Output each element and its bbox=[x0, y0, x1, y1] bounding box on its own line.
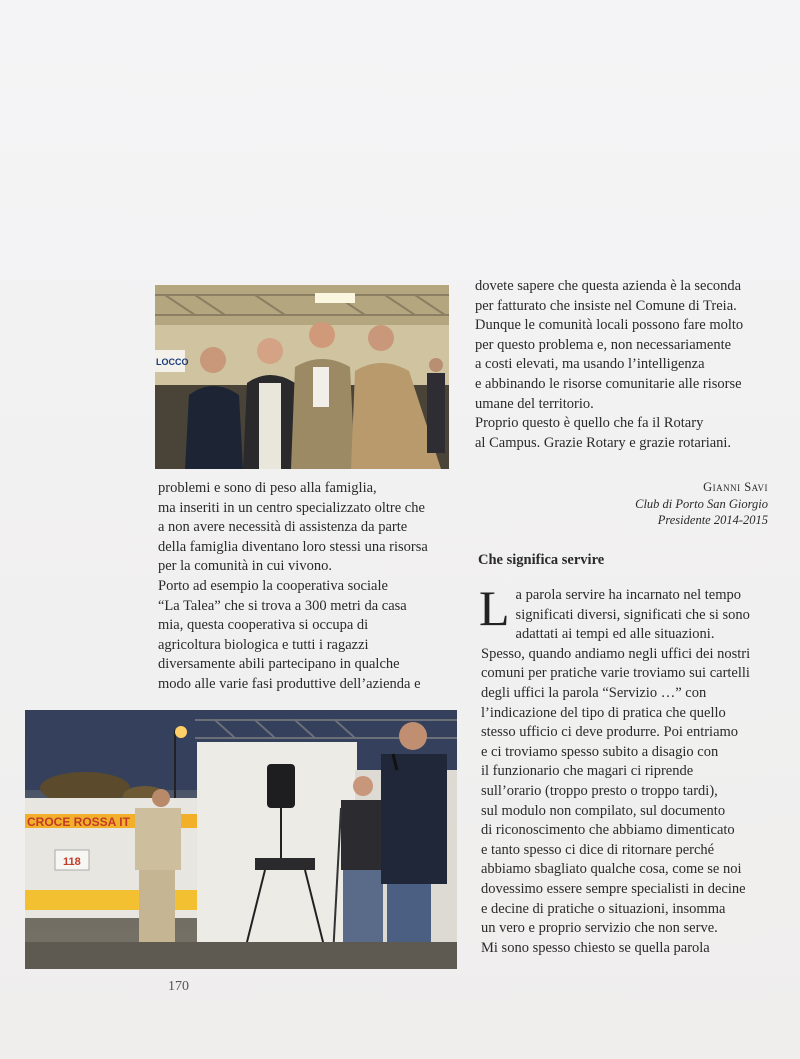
photo-group-of-men bbox=[155, 285, 449, 469]
text-line: ma inseriti in un centro specializzato oltre che bbox=[158, 499, 425, 516]
photo2-badge-text: 118 bbox=[63, 856, 81, 868]
text-line: per la comunità in cui vivono. bbox=[158, 558, 332, 575]
signature-name: Gianni Savi bbox=[703, 480, 768, 495]
photo2-van-text: CROCE ROSSA IT bbox=[27, 815, 130, 829]
text-line: comuni per pratiche varie troviamo sui cartelli bbox=[481, 665, 750, 682]
text-line: problemi e sono di peso alla famiglia, bbox=[158, 480, 377, 496]
text-line: sull’orario (troppo presto o troppo tardi), bbox=[481, 782, 718, 799]
signature-role: Presidente 2014-2015 bbox=[657, 513, 768, 528]
text-line: e ci troviamo spesso subito a disagio con bbox=[481, 743, 719, 760]
drop-cap: L bbox=[479, 580, 510, 636]
text-line: di riconoscimento che abbiamo dimenticato bbox=[481, 822, 735, 839]
text-line: l’indicazione del tipo di pratica che quello bbox=[481, 704, 726, 721]
text-line: a non avere necessità di assistenza da parte bbox=[158, 519, 408, 536]
section-body bbox=[479, 580, 781, 958]
text-line: mia, questa cooperativa si occupa di bbox=[158, 617, 369, 634]
text-line: e tanto spesso ci dice di ritornare perché bbox=[481, 841, 715, 858]
text-line: Proprio questo è quello che fa il Rotary bbox=[475, 415, 704, 432]
photo-stage-event bbox=[25, 710, 457, 969]
text-line: Dunque le comunità locali possono fare molto bbox=[475, 317, 744, 334]
text-line: e decine di pratiche o situazioni, insomma bbox=[481, 900, 726, 917]
signature-block bbox=[475, 479, 768, 529]
text-line: Porto ad esempio la cooperativa sociale bbox=[158, 577, 388, 594]
text-line: modo alle varie fasi produttive dell’azienda e bbox=[158, 675, 421, 692]
text-line: significati diversi, significati che si sono bbox=[515, 606, 750, 623]
text-line: abbiamo sbagliato qualche cosa, come se noi bbox=[481, 861, 742, 878]
text-line: a costi elevati, ma usando l’intelligenza bbox=[475, 356, 705, 373]
text-line: diversamente abili partecipano in qualche bbox=[158, 656, 400, 673]
text-line: degli uffici la parola “Servizio …” con bbox=[481, 684, 707, 701]
text-line: Mi sono spesso chiesto se quella parola bbox=[481, 939, 710, 956]
text-line: della famiglia diventano loro stessi una risorsa bbox=[158, 538, 428, 555]
text-line: il funzionario che magari ci riprende bbox=[481, 763, 694, 780]
text-line: agricoltura biologica e tutti i ragazzi bbox=[158, 636, 369, 653]
page-number: 170 bbox=[168, 979, 189, 994]
text-line: un vero e proprio servizio che non serve. bbox=[481, 920, 718, 937]
text-line: umane del territorio. bbox=[475, 395, 594, 412]
text-line: adattati ai tempi ed alle situazioni. bbox=[515, 626, 715, 643]
text-line: stesso ufficio ci deve produrre. Poi entriamo bbox=[481, 724, 739, 741]
right-text-column bbox=[475, 277, 775, 529]
text-line: dovessimo essere sempre specialisti in decine bbox=[481, 880, 746, 897]
section-heading: Che significa servire bbox=[478, 552, 605, 568]
text-line: dovete sapere che questa azienda è la seconda bbox=[475, 278, 742, 294]
text-line: al Campus. Grazie Rotary e grazie rotariani. bbox=[475, 434, 732, 451]
text-line: per questo problema e, non necessariamente bbox=[475, 336, 732, 353]
text-line: e abbinando le risorse comunitarie alle risorse bbox=[475, 375, 742, 392]
left-text-column bbox=[158, 479, 458, 695]
text-line: Spesso, quando andiamo negli uffici dei nostri bbox=[481, 645, 751, 662]
text-line: a parola servire ha incarnato nel tempo bbox=[515, 587, 741, 603]
text-line: sul modulo non compilato, sul documento bbox=[481, 802, 726, 819]
text-line: “La Talea” che si trova a 300 metri da casa bbox=[158, 597, 407, 614]
photo1-sign-text: LOCCO bbox=[156, 357, 189, 367]
signature-club: Club di Porto San Giorgio bbox=[635, 496, 768, 511]
text-line: per fatturato che insiste nel Comune di Treia. bbox=[475, 297, 737, 314]
